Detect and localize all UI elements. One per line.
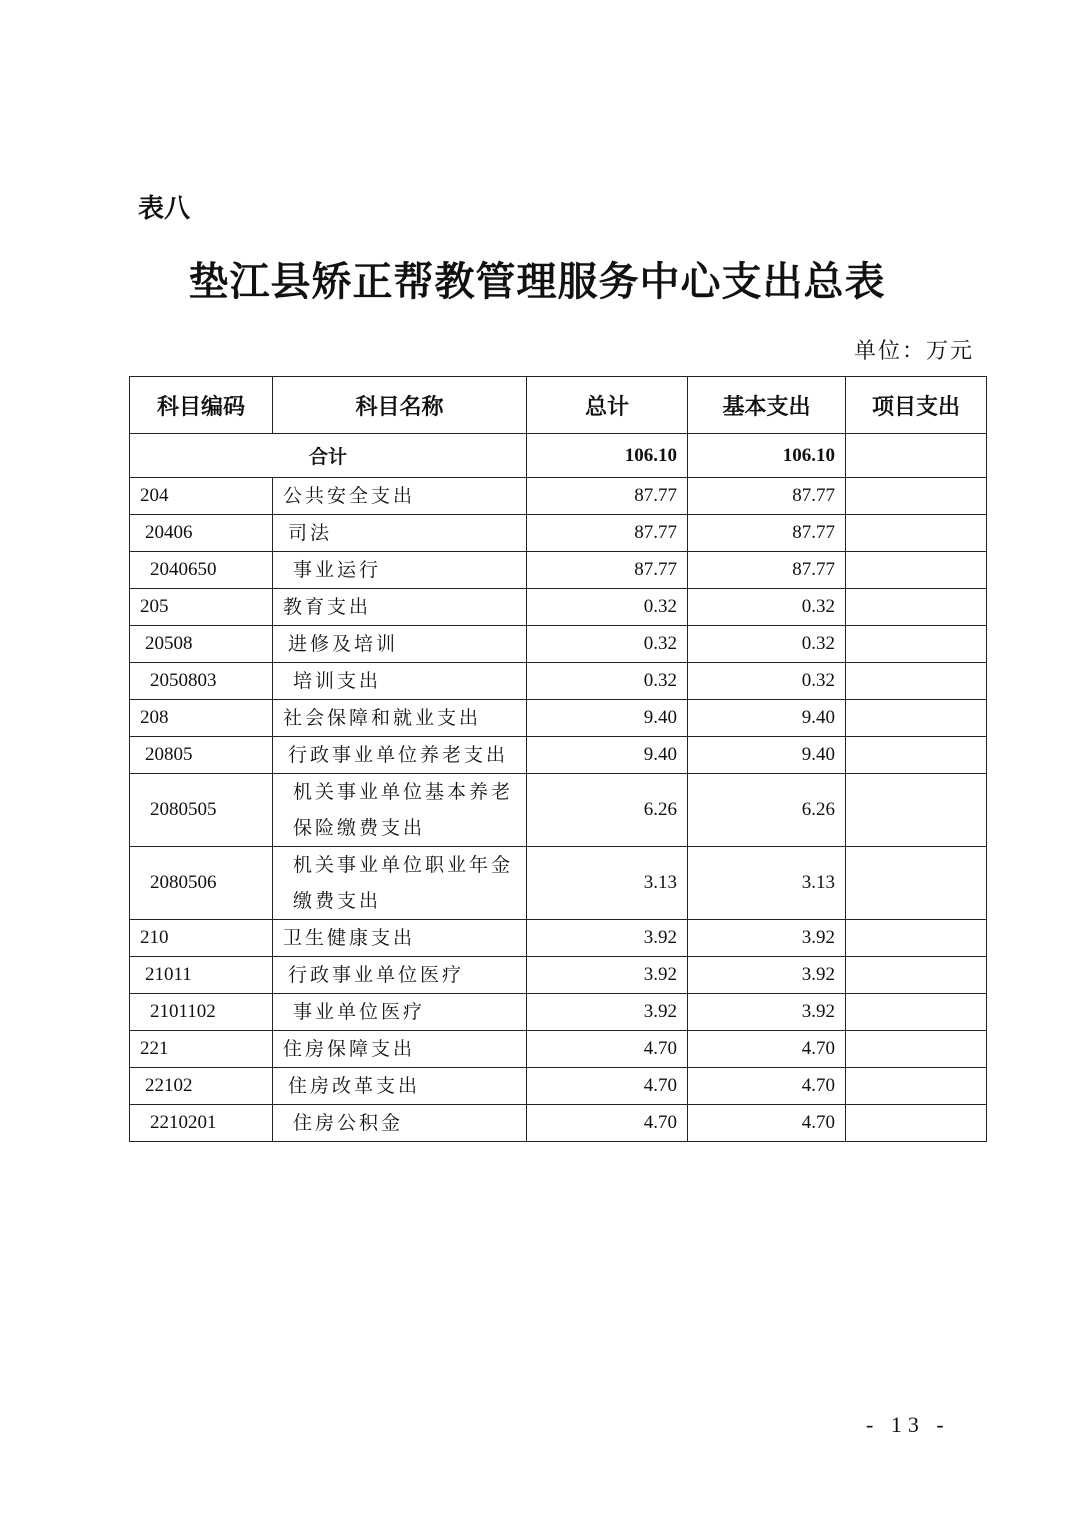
row-basic: 87.77 <box>688 515 846 552</box>
row-project <box>846 478 987 515</box>
table-row <box>130 774 987 847</box>
row-code: 2210201 <box>130 1105 273 1142</box>
row-name: 社会保障和就业支出 <box>273 700 527 737</box>
row-project <box>846 1105 987 1142</box>
row-basic: 3.92 <box>688 994 846 1031</box>
expenditure-table <box>129 376 987 1142</box>
row-basic: 3.92 <box>688 920 846 957</box>
row-basic: 4.70 <box>688 1105 846 1142</box>
row-name: 卫生健康支出 <box>273 920 527 957</box>
row-project <box>846 552 987 589</box>
row-name: 住房公积金 <box>273 1105 527 1142</box>
header-total: 总计 <box>527 377 688 434</box>
row-code: 221 <box>130 1031 273 1068</box>
table-row <box>130 1031 987 1068</box>
total-row <box>130 434 987 478</box>
row-name: 行政事业单位医疗 <box>273 957 527 994</box>
row-name: 培训支出 <box>273 663 527 700</box>
table-row <box>130 957 987 994</box>
row-total: 3.92 <box>527 920 688 957</box>
row-total: 87.77 <box>527 478 688 515</box>
row-basic: 87.77 <box>688 478 846 515</box>
row-project <box>846 957 987 994</box>
total-label: 合计 <box>130 434 527 478</box>
row-code: 2101102 <box>130 994 273 1031</box>
document-label: 表八 <box>138 194 191 224</box>
row-total: 4.70 <box>527 1031 688 1068</box>
table-row <box>130 589 987 626</box>
row-name: 机关事业单位基本养老保险缴费支出 <box>273 774 527 847</box>
table-row <box>130 626 987 663</box>
page-title: 垫江县矫正帮教管理服务中心支出总表 <box>188 258 886 305</box>
table-row <box>130 552 987 589</box>
table-row <box>130 515 987 552</box>
row-name: 行政事业单位养老支出 <box>273 737 527 774</box>
row-basic: 6.26 <box>688 774 846 847</box>
row-code: 204 <box>130 478 273 515</box>
row-basic: 0.32 <box>688 663 846 700</box>
row-code: 20406 <box>130 515 273 552</box>
row-project <box>846 994 987 1031</box>
row-code: 2080505 <box>130 774 273 847</box>
row-name: 教育支出 <box>273 589 527 626</box>
row-name: 公共安全支出 <box>273 478 527 515</box>
row-project <box>846 700 987 737</box>
row-basic: 9.40 <box>688 700 846 737</box>
row-name: 事业运行 <box>273 552 527 589</box>
header-name: 科目名称 <box>273 377 527 434</box>
row-total: 6.26 <box>527 774 688 847</box>
row-basic: 0.32 <box>688 626 846 663</box>
row-project <box>846 847 987 920</box>
table-row <box>130 847 987 920</box>
row-basic: 3.13 <box>688 847 846 920</box>
row-total: 3.92 <box>527 957 688 994</box>
row-project <box>846 1031 987 1068</box>
row-name: 机关事业单位职业年金缴费支出 <box>273 847 527 920</box>
row-basic: 9.40 <box>688 737 846 774</box>
row-code: 21011 <box>130 957 273 994</box>
row-project <box>846 515 987 552</box>
row-total: 9.40 <box>527 737 688 774</box>
row-project <box>846 920 987 957</box>
row-code: 20508 <box>130 626 273 663</box>
total-sum: 106.10 <box>527 434 688 478</box>
table-row <box>130 1068 987 1105</box>
row-total: 87.77 <box>527 515 688 552</box>
total-basic: 106.10 <box>688 434 846 478</box>
row-project <box>846 663 987 700</box>
total-project <box>846 434 987 478</box>
row-total: 0.32 <box>527 589 688 626</box>
header-code: 科目编码 <box>130 377 273 434</box>
row-code: 210 <box>130 920 273 957</box>
row-basic: 4.70 <box>688 1068 846 1105</box>
row-project <box>846 774 987 847</box>
row-basic: 4.70 <box>688 1031 846 1068</box>
row-total: 4.70 <box>527 1068 688 1105</box>
table-row <box>130 663 987 700</box>
unit-label: 单位：万元 <box>853 339 974 364</box>
row-project <box>846 1068 987 1105</box>
row-name: 住房改革支出 <box>273 1068 527 1105</box>
row-name: 进修及培训 <box>273 626 527 663</box>
row-basic: 87.77 <box>688 552 846 589</box>
row-project <box>846 589 987 626</box>
table-header-row <box>130 377 987 434</box>
row-basic: 0.32 <box>688 589 846 626</box>
table-row <box>130 920 987 957</box>
row-total: 4.70 <box>527 1105 688 1142</box>
table-row <box>130 700 987 737</box>
header-project: 项目支出 <box>846 377 987 434</box>
row-total: 87.77 <box>527 552 688 589</box>
table-row <box>130 1105 987 1142</box>
row-code: 208 <box>130 700 273 737</box>
row-name: 住房保障支出 <box>273 1031 527 1068</box>
row-project <box>846 737 987 774</box>
row-code: 20805 <box>130 737 273 774</box>
page-number: - 13 - <box>866 1412 950 1437</box>
row-name: 事业单位医疗 <box>273 994 527 1031</box>
row-name: 司法 <box>273 515 527 552</box>
table-row <box>130 478 987 515</box>
row-project <box>846 626 987 663</box>
row-code: 2050803 <box>130 663 273 700</box>
row-code: 2040650 <box>130 552 273 589</box>
row-total: 9.40 <box>527 700 688 737</box>
row-total: 0.32 <box>527 626 688 663</box>
row-total: 3.13 <box>527 847 688 920</box>
table-row <box>130 737 987 774</box>
row-code: 2080506 <box>130 847 273 920</box>
header-basic: 基本支出 <box>688 377 846 434</box>
row-basic: 3.92 <box>688 957 846 994</box>
row-code: 22102 <box>130 1068 273 1105</box>
table-row <box>130 994 987 1031</box>
row-code: 205 <box>130 589 273 626</box>
row-total: 0.32 <box>527 663 688 700</box>
row-total: 3.92 <box>527 994 688 1031</box>
